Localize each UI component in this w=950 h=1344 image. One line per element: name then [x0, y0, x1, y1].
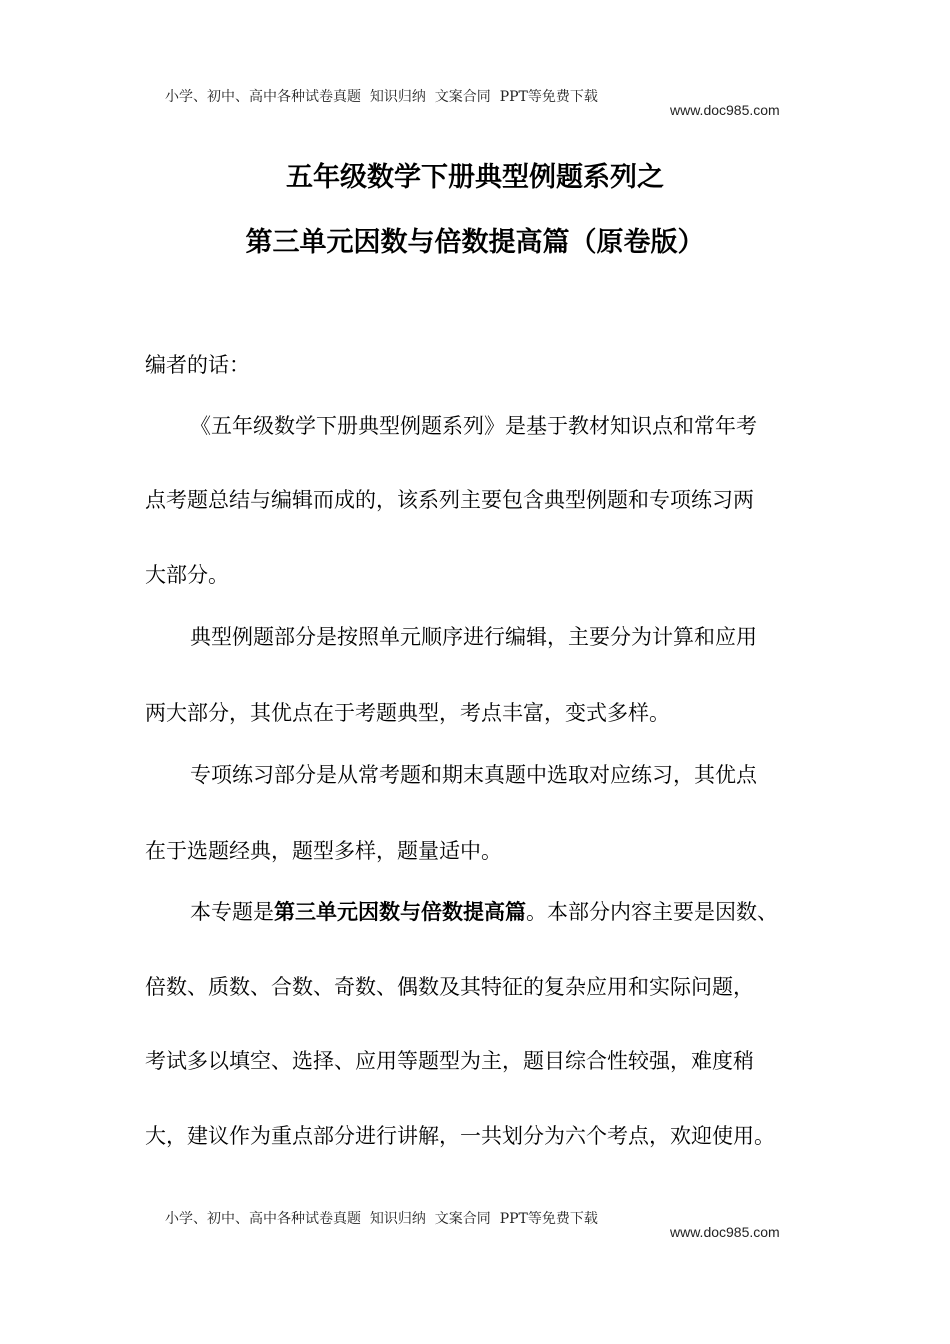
body-line: 《五年级数学下册典型例题系列》是基于教材知识点和常年考 — [190, 414, 757, 438]
header-text: 小学、初中、高中各种试卷真题 知识归纳 文案合同 PPT等免费下载 — [165, 89, 598, 105]
footer-site-link[interactable]: www.doc985.com — [670, 1224, 780, 1240]
title-line-2: 第三单元因数与倍数提高篇（原卷版） — [245, 227, 705, 258]
p4-suffix: 。本部分内容主要是因数、 — [526, 900, 778, 924]
header-site-link[interactable]: www.doc985.com — [670, 102, 780, 118]
p4-prefix: 本专题是 — [190, 900, 274, 924]
body-line: 大部分。 — [145, 563, 229, 587]
body-line: 倍数、质数、合数、奇数、偶数及其特征的复杂应用和实际问题， — [145, 975, 754, 999]
body-line: 两大部分，其优点在于考题典型，考点丰富，变式多样。 — [145, 701, 670, 725]
page-header — [0, 70, 950, 118]
body-line-highlight — [190, 902, 778, 923]
body-line: 大，建议作为重点部分进行讲解，一共划分为六个考点，欢迎使用。 — [145, 1124, 775, 1148]
p4-bold-topic: 第三单元因数与倍数提高篇 — [274, 900, 526, 924]
editor-label: 编者的话： — [145, 353, 250, 377]
body-line: 考试多以填空、选择、应用等题型为主，题目综合性较强，难度稍 — [145, 1049, 754, 1073]
body-line: 专项练习部分是从常考题和期末真题中选取对应练习，其优点 — [190, 763, 757, 787]
page-footer — [0, 1192, 950, 1240]
body-line: 点考题总结与编辑而成的，该系列主要包含典型例题和专项练习两 — [145, 488, 754, 512]
title-line-1: 五年级数学下册典型例题系列之 — [286, 162, 664, 193]
body-line: 在于选题经典，题型多样，题量适中。 — [145, 839, 502, 863]
footer-text: 小学、初中、高中各种试卷真题 知识归纳 文案合同 PPT等免费下载 — [165, 1211, 598, 1227]
body-line: 典型例题部分是按照单元顺序进行编辑，主要分为计算和应用 — [190, 625, 757, 649]
